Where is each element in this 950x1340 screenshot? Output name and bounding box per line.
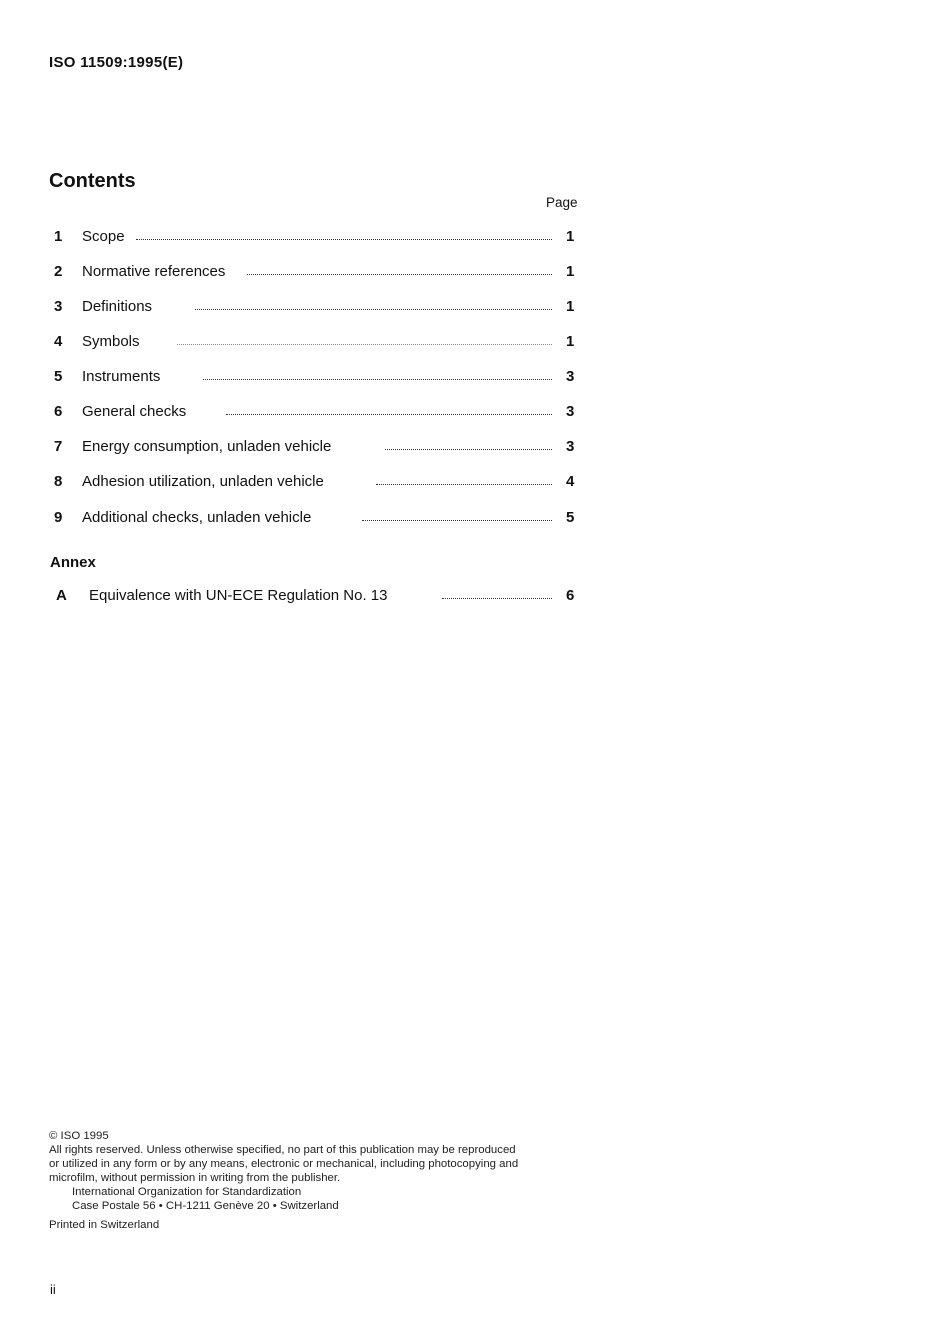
toc-leader-dots (177, 344, 552, 345)
toc-leader-dots (226, 414, 552, 415)
toc-entry-label: Scope (82, 228, 125, 245)
printed-location: Printed in Switzerland (49, 1219, 160, 1231)
organization-name: International Organization for Standardization (72, 1186, 302, 1198)
toc-leader-dots (442, 598, 552, 599)
toc-entry-number: 1 (54, 228, 63, 245)
toc-entry-number: 2 (54, 263, 63, 280)
toc-entry-number: 6 (54, 403, 63, 420)
rights-statement-line: All rights reserved. Unless otherwise specified, no part of this publication may be reproduced (49, 1144, 516, 1156)
organization-address: Case Postale 56 • CH-1211 Genève 20 • Switzerland (72, 1200, 339, 1212)
toc-entry-number: 8 (54, 473, 63, 490)
toc-entry-general-checks[interactable] (50, 403, 580, 423)
toc-entry-label: Equivalence with UN-ECE Regulation No. 13 (89, 587, 388, 604)
toc-leader-dots (385, 449, 552, 450)
toc-entry-page: 1 (566, 228, 575, 245)
toc-entry-page: 1 (566, 298, 575, 315)
toc-leader-dots (195, 309, 552, 310)
toc-entry-label: Additional checks, unladen vehicle (82, 509, 312, 526)
toc-entry-page: 3 (566, 403, 575, 420)
toc-leader-dots (376, 484, 552, 485)
toc-leader-dots (362, 520, 552, 521)
copyright-notice: © ISO 1995 (49, 1130, 109, 1142)
toc-entry-adhesion-utilization[interactable] (50, 473, 580, 493)
toc-entry-page: 3 (566, 368, 575, 385)
toc-entry-page: 6 (566, 587, 575, 604)
toc-entry-number: 9 (54, 509, 63, 526)
toc-entry-label: Adhesion utilization, unladen vehicle (82, 473, 324, 490)
toc-entry-page: 5 (566, 509, 575, 526)
toc-entry-number: 5 (54, 368, 63, 385)
toc-entry-number: A (56, 587, 67, 604)
toc-entry-scope[interactable] (50, 228, 580, 248)
copyright-block (49, 1129, 589, 1232)
rights-statement-line: microfilm, without permission in writing from the publisher. (49, 1172, 341, 1184)
toc-entry-page: 1 (566, 263, 575, 280)
toc-entry-page: 1 (566, 333, 575, 350)
toc-entry-energy-consumption[interactable] (50, 438, 580, 458)
toc-entry-symbols[interactable] (50, 333, 580, 353)
toc-entry-page: 3 (566, 438, 575, 455)
toc-entry-label: Energy consumption, unladen vehicle (82, 438, 332, 455)
toc-entry-label: General checks (82, 403, 187, 420)
toc-entry-number: 7 (54, 438, 63, 455)
toc-leader-dots (203, 379, 552, 380)
page-column-label: Page (546, 195, 578, 210)
page-number: ii (50, 1282, 56, 1297)
annex-heading: Annex (50, 554, 96, 571)
toc-entry-additional-checks[interactable] (50, 509, 580, 529)
toc-entry-normative-references[interactable] (50, 263, 580, 283)
toc-leader-dots (136, 239, 552, 240)
toc-entry-annex-a[interactable] (50, 587, 580, 607)
page-title: Contents (49, 170, 136, 192)
toc-entry-definitions[interactable] (50, 298, 580, 318)
toc-entry-number: 3 (54, 298, 63, 315)
toc-entry-number: 4 (54, 333, 63, 350)
document-id: ISO 11509:1995(E) (49, 54, 184, 71)
toc-entry-label: Symbols (82, 333, 140, 350)
toc-entry-label: Instruments (82, 368, 161, 385)
toc-entry-label: Definitions (82, 298, 153, 315)
toc-leader-dots (247, 274, 552, 275)
toc-entry-page: 4 (566, 473, 575, 490)
rights-statement-line: or utilized in any form or by any means, electronic or mechanical, including photocopying and (49, 1158, 519, 1170)
toc-entry-instruments[interactable] (50, 368, 580, 388)
toc-entry-label: Normative references (82, 263, 226, 280)
